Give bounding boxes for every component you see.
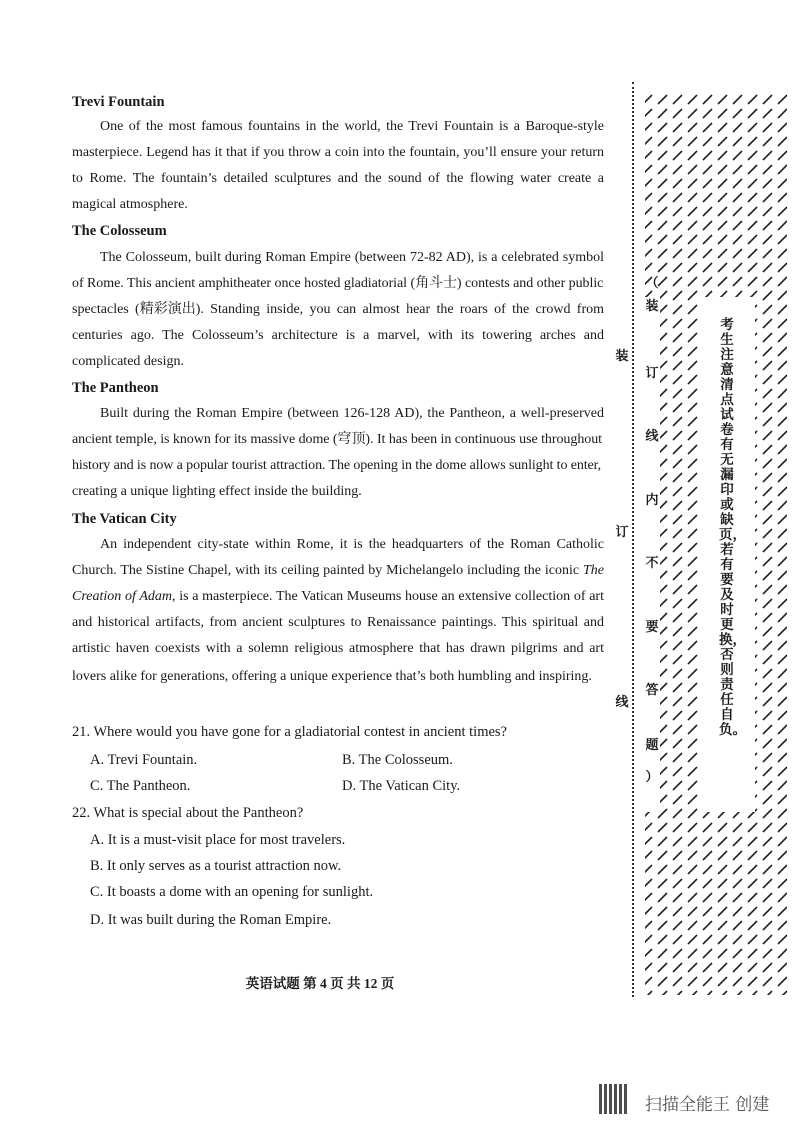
answer-option: D. The Vatican City. [342, 778, 461, 794]
paragraph-line-text: masterpiece. Legend has it that if you throw a coin into the fountain, you’ll ensure your return [72, 145, 605, 160]
answer-option: C. It boasts a dome with an opening for sunlight. [90, 884, 374, 900]
binding-label: 题 [645, 738, 659, 753]
binding-label: 不 [645, 556, 659, 571]
paragraph-line [72, 457, 604, 475]
paragraph-line-text: and historical artifacts, from ancient sculptures to Renaissance paintings. This spiritual and [72, 615, 604, 630]
binding-label: 要 [645, 620, 659, 635]
text-segment: , is a masterpiece. The Vatican Museums house an extensive collection of art [171, 589, 604, 604]
question-stem: 22. What is special about the Pantheon? [72, 805, 304, 821]
paragraph-line-text: complicated design. [72, 354, 184, 369]
paragraph-line [72, 614, 604, 632]
paragraph-line [72, 275, 604, 293]
paragraph-line-text: Built during the Roman Empire (between 126-128 AD), the Pantheon, a well-preserved [100, 406, 604, 421]
binding-label: 内 [645, 493, 659, 508]
binding-label: ） [645, 770, 659, 785]
paragraph-line-text: An independent city-state within Rome, it is the headquarters of the Roman Catholic [100, 537, 604, 552]
paragraph-line [72, 668, 604, 686]
paragraph-line [100, 118, 604, 136]
hatch-pattern [640, 92, 790, 997]
paragraph-line-text: history and is now a popular tourist attraction. The opening in the dome allows sunlight to enter, [72, 458, 602, 473]
paragraph-line-text: ancient temple, is known for its massive dome (穹顶). It has been in continuous use throughout [72, 432, 603, 447]
binding-label: 装 [615, 349, 629, 364]
paragraph-line-text: One of the most famous fountains in the world, the Trevi Fountain is a Baroque-style [100, 119, 605, 134]
paragraph-line-text: of Rome. This ancient amphitheater once hosted gladiatorial (角斗士) contests and other public [72, 276, 604, 291]
paragraph-line [72, 170, 604, 188]
paragraph-line-text: lovers alike for generations, offering a unique experience that’s both humbling and inspiring. [72, 669, 592, 684]
binding-label: 装 [645, 299, 659, 314]
paragraph-line [72, 144, 604, 162]
paragraph-line-text: The Colosseum, built during Roman Empire (between 72-82 AD), is a celebrated symbol [100, 250, 604, 265]
paragraph-line [72, 588, 604, 606]
binding-label: （ [645, 276, 659, 291]
section-heading: The Vatican City [72, 511, 177, 527]
scanner-watermark: 扫描全能王 创建 [645, 1095, 770, 1115]
question-stem: 21. Where would you have gone for a gladiatorial contest in ancient times? [72, 724, 507, 740]
paragraph-line [72, 196, 604, 214]
binding-label: 订 [615, 525, 629, 540]
paragraph-line [72, 301, 604, 319]
paragraph-line-text [72, 562, 604, 580]
paragraph-line-text: spectacles (精彩演出). Standing inside, you can almost hear the roars of the crowd from [72, 302, 604, 317]
paragraph-line-text: artistic haven coexists with a solemn religious atmosphere that has drawn pilgrims and art [72, 641, 604, 656]
text-segment: Church. The Sistine Chapel, with its ceiling painted by Michelangelo including the iconic [72, 563, 583, 578]
paragraph-line [72, 327, 604, 345]
paragraph-line-text [72, 588, 604, 606]
binding-dashed-line [632, 82, 634, 997]
paragraph-line [72, 562, 604, 580]
binding-label: 答 [645, 683, 659, 698]
paragraph-line-text: creating a unique lighting effect inside the building. [72, 484, 362, 499]
answer-option: C. The Pantheon. [90, 778, 191, 794]
binding-label: 线 [645, 429, 659, 444]
answer-option: B. The Colosseum. [342, 752, 453, 768]
paragraph-line-text: to Rome. The fountain’s detailed sculptures and the sound of the flowing water create a [72, 171, 604, 186]
exam-notice: 考生注意清点试卷有无漏印或缺页，若有要及时更换，否则责任自负。 [719, 317, 746, 738]
paragraph-line-text: centuries ago. The Colosseum’s architecture is a marvel, with its towering arches and [72, 328, 604, 343]
paragraph-line [72, 483, 604, 501]
paragraph-line [100, 405, 604, 423]
binding-label: 订 [645, 366, 659, 381]
paragraph-line [72, 353, 604, 371]
binding-label: 线 [615, 695, 629, 710]
answer-option: A. Trevi Fountain. [90, 752, 198, 768]
paragraph-line [72, 640, 604, 658]
section-heading: Trevi Fountain [72, 94, 165, 110]
section-heading: The Colosseum [72, 223, 167, 239]
paragraph-line [72, 431, 604, 449]
paragraph-line-text: magical atmosphere. [72, 197, 188, 212]
answer-option: D. It was built during the Roman Empire. [90, 912, 332, 928]
answer-option: A. It is a must-visit place for most travelers. [90, 832, 346, 848]
paragraph-line [100, 536, 604, 554]
qr-code [599, 1084, 627, 1114]
answer-option: B. It only serves as a tourist attraction now. [90, 858, 342, 874]
italic-title: Creation of Adam [72, 589, 172, 604]
italic-title: The [583, 563, 604, 578]
paragraph-line [100, 249, 604, 267]
section-heading: The Pantheon [72, 380, 159, 396]
page-footer: 英语试题 第 4 页 共 12 页 [245, 976, 395, 991]
